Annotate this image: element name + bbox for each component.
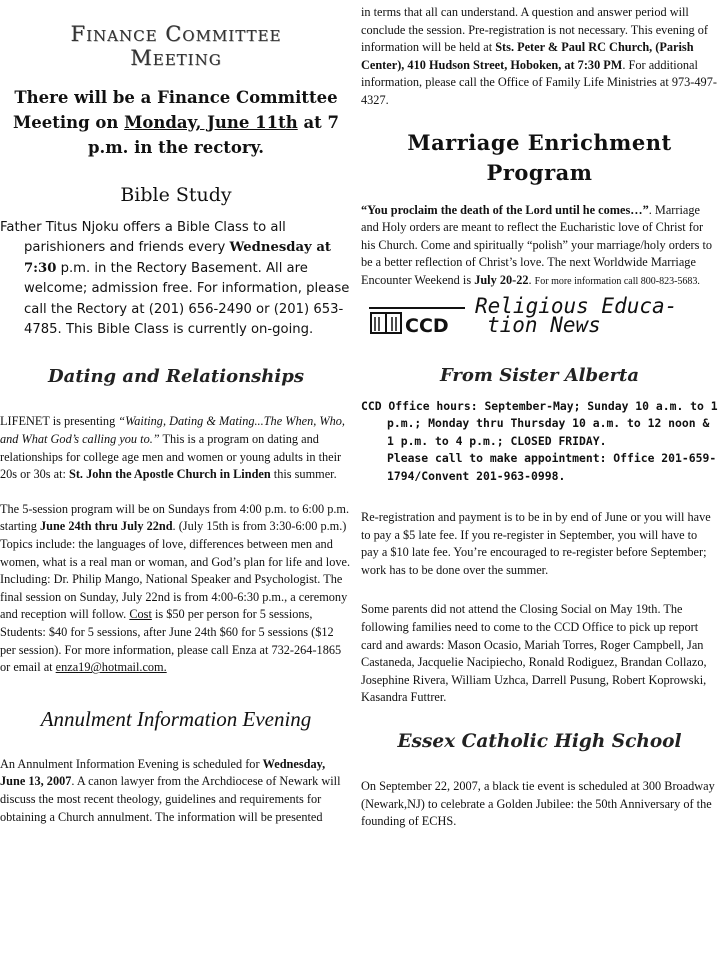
marriage-enrichment-text: “You proclaim the death of the Lord until he comes…”. Marriage and Holy orders are meant to reflect the Eucharistic love of Christ for his Church. Come and spiritually “polish” your marriage/holy orders to be a better reflection of Christ’s love. The next Worldwide Marriage Encounter Weekend is July 20-22. For more information call 800-823-5683.: [361, 202, 713, 287]
religious-education-heading: Religious Educa- tion News: [475, 293, 678, 337]
bible-study-time: Wednesday at 7:30: [24, 240, 331, 276]
annulment-heading: Annulment Information Evening: [40, 706, 312, 731]
ccd-hours-text: CCD Office hours: September-May; Sunday 10 a.m. to 1 p.m.; Monday thru Thursday 10 a.m. to 12 noon & 1 p.m. to 4 p.m.; CLOSED FRIDAY.: [361, 398, 718, 448]
bible-study-heading: Bible Study: [120, 184, 232, 206]
finance-title-line1: Finance Committee: [70, 22, 282, 46]
ccd-appointment-text: Please call to make appointment: Office 201-659-1794/Convent 201-963-0998.: [387, 451, 717, 483]
re-registration-text: Re-registration and payment is to be in by end of June or you will have to pay a $5 late fee. If you re-register in September, you will have to pay a $10 late fee. You’re encouraged to re-register before September; work has to be done over the summer.: [361, 510, 711, 577]
right-column: [361, 0, 718, 831]
religious-education-banner: [361, 293, 718, 353]
left-column: [0, 0, 352, 826]
annulment-continued-text: in terms that all can understand. A question and answer period will conclude the session. Pre-registration is not necessary. This evening of information will be held at Sts. Peter & Paul RC Church, (Parish Center), 410 Hudson Street, Hoboken, at 7:30 PM. For additional information, please call the Office of Family Life Ministries at 973-497-4327.: [361, 5, 717, 107]
enza-email-link[interactable]: enza19@hotmail.com.: [55, 660, 167, 675]
essex-catholic-text: On September 22, 2007, a black tie event is scheduled at 300 Broadway (Newark,NJ) to celebrate a Golden Jubilee: the 50th Anniversary of the founding of ECHS.: [361, 778, 715, 829]
finance-title-line2: Meeting: [130, 46, 222, 70]
ccd-logo-icon: [367, 305, 467, 337]
closing-social-text: Some parents did not attend the Closing Social on May 19th. The following families need to come to the CCD Office to pick up report card and awards: Mason Ocasio, Mariah Torres, Roger Campbell, Jan Castaneda, Jacquelie Nacipiecho, Ronald Rodiguez, Brandan Collazo, Josephine Rivera, William Uzhca, Darrell Pusung, Robert Koprowski, Kasandra Futtrer.: [361, 602, 707, 705]
dating-paragraph-2: The 5-session program will be on Sundays from 4:00 p.m. to 6:00 p.m. starting June 24th thru July 22nd. (July 15th is from 3:30-6:00 p.m.) Topics include: the languages of love, differences between men and women, what is a real man or woman, and God’s plan for life and love. Including: Dr. Philip Mango, National Speaker and Psychologist. The final session on Sunday, July 22nd is from 4:00-6:30 p.m., a ceremony and reception will follow. Cost is $50 per person for 5 sessions, Students: $40 for 5 sessions, after June 24th $60 for 5 sessions ($12 per session). For more information, please call Enza at 732-264-1865 or email at enza19@hotmail.com.: [0, 501, 351, 675]
finance-committee-text: There will be a Finance Committee Meeting on Monday, June 11th at 7 p.m. in the rectory.: [12, 88, 340, 157]
ccd-logo-text: CCD: [405, 314, 449, 337]
annulment-text: An Annulment Information Evening is scheduled for Wednesday, June 13, 2007. A canon lawyer from the Archdiocese of Newark will discuss the most recent theology, guidelines and requirements for obtaining a Church annulment. The information will be presented: [0, 756, 341, 824]
bible-study-text: Father Titus Njoku offers a Bible Class to all parishioners and friends every Wednesday at 7:30 p.m. in the Rectory Basement. All are welcome; admission free. For information, please call the Rectory at (201) 656-2490 or (201) 653-4785. This Bible Class is currently on-going.: [0, 220, 350, 338]
sister-alberta-heading: From Sister Alberta: [439, 364, 640, 386]
essex-catholic-heading: Essex Catholic High School: [397, 730, 682, 752]
marriage-enrichment-heading: Marriage Enrichment Program: [407, 129, 672, 185]
ccd-office-hours: [361, 398, 718, 486]
dating-relationships-heading: Dating and Relationships: [48, 366, 304, 388]
finance-committee-heading: [0, 22, 352, 70]
finance-meeting-date: Monday, June 11th: [124, 113, 298, 132]
dating-paragraph-1: LIFENET is presenting “Waiting, Dating & Mating...The When, Who, and What God’s calling you to.” This is a program on dating and relationships for college age men and women or young adults in their 20s or 30s at: St. John the Apostle Church in Linden this summer.: [0, 414, 345, 482]
